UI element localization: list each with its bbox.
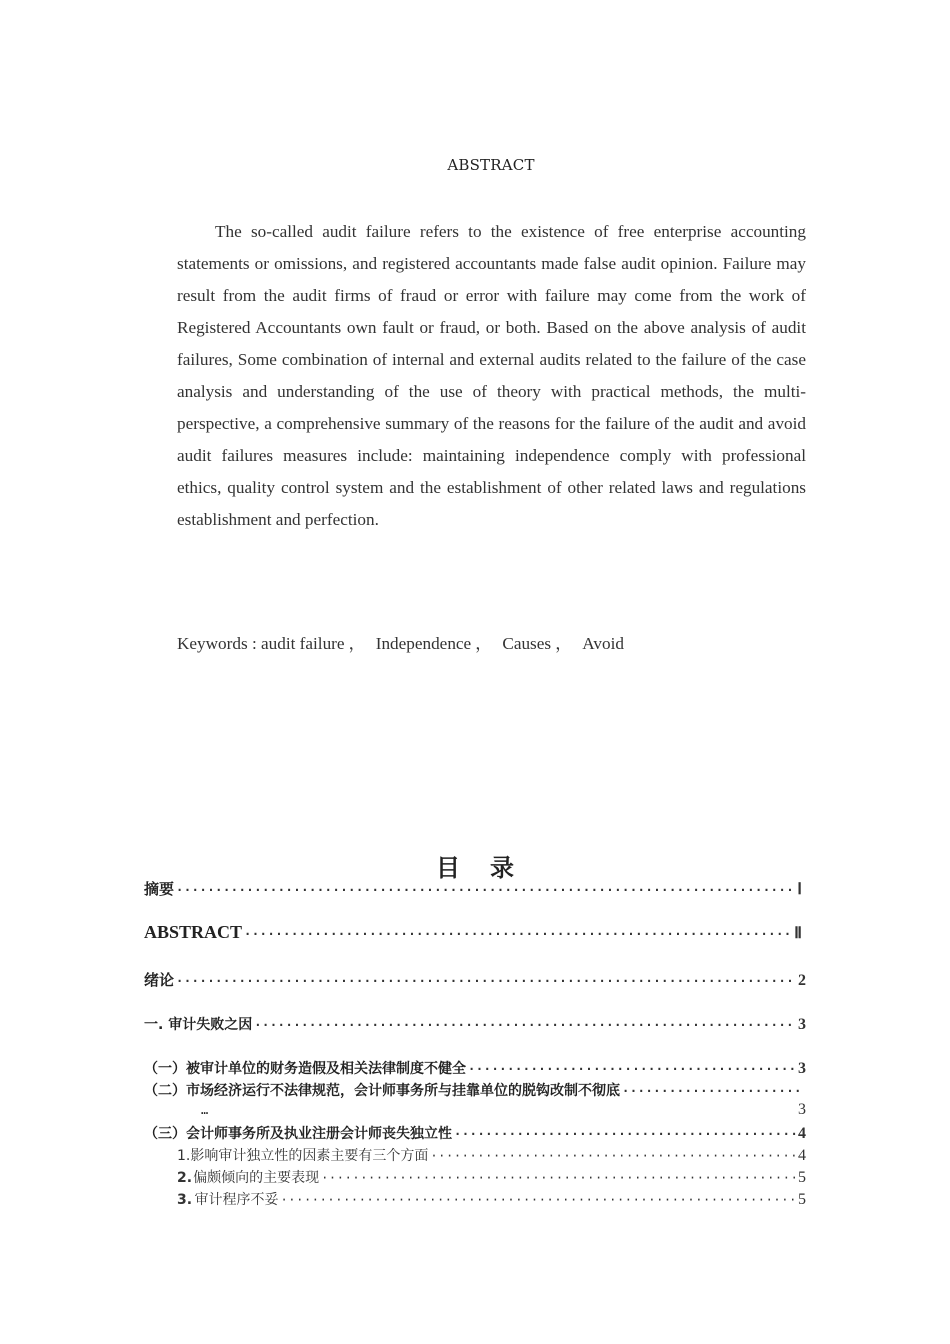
keyword-separator: ， <box>348 634 366 653</box>
toc-entry-page: 4 <box>798 1125 806 1142</box>
toc-entry-section-1[interactable] <box>144 1058 806 1078</box>
toc-leader-dots <box>622 1084 804 1098</box>
toc-entry-subsection-3[interactable] <box>177 1189 806 1209</box>
toc-entry-number: （一） <box>144 1061 186 1077</box>
toc-entry-label: 摘要 <box>144 880 175 898</box>
abstract-body <box>177 216 806 536</box>
toc-entry-abstract-en[interactable] <box>144 922 802 943</box>
toc-leader-dots <box>244 927 792 941</box>
keywords-line <box>177 630 806 658</box>
toc-entry-number: （二） <box>144 1083 186 1099</box>
toc-leader-dots: … <box>201 1103 209 1117</box>
abstract-title: ABSTRACT <box>447 156 535 174</box>
toc-entry-label: 被审计单位的财务造假及相关法律制度不健全 <box>186 1061 466 1077</box>
toc-entry-chapter-1[interactable] <box>144 1014 806 1034</box>
toc-entry-number: 2. <box>177 1170 193 1186</box>
toc-entry-number: 3. <box>177 1192 193 1208</box>
toc-entry-page: 3 <box>798 1060 806 1077</box>
toc-entry-subsection-1[interactable] <box>177 1145 806 1165</box>
toc-entry-page: 5 <box>798 1169 806 1186</box>
keyword-separator: ， <box>555 634 573 653</box>
toc-entry-label: 偏颇倾向的主要表现 <box>193 1170 320 1186</box>
toc-entry-introduction[interactable] <box>144 969 806 990</box>
toc-entry-page: 3 <box>798 1101 806 1118</box>
toc-leader-dots <box>430 1149 796 1163</box>
toc-entry-label: 会计师事务所及执业注册会计师丧失独立性 <box>186 1126 452 1142</box>
toc-entry-page: 3 <box>798 1016 806 1033</box>
abstract-paragraph: The so-called audit failure refers to the existence of free enterprise accounting statements or omissions, and registered accountants made false audit opinion. Failure may result from the audit firms of fraud or error with failure may come from the work of Registered Accountants own fault or fraud, or both. Based on the above analysis of audit failures, Some combination of internal and external audits related to the failure of the case analysis and understanding of the use of theory with practical methods, the multi-perspective, a comprehensive summary of the reasons for the failure of the audit and avoid audit failures measures include: maintaining independence comply with professional ethics, quality control system and the establishment of other related laws and regulations establishment and perfection. <box>177 222 806 529</box>
toc-leader-dots <box>176 974 796 988</box>
keyword-independence: Independence <box>375 634 472 653</box>
toc-entry-page: 5 <box>798 1191 806 1208</box>
toc-entry-label: 影响审计独立性的因素主要有三个方面 <box>190 1148 429 1164</box>
toc-entry-section-2-continuation <box>201 1101 806 1119</box>
toc-entry-page: Ⅱ <box>794 925 802 942</box>
toc-leader-dots <box>454 1127 796 1141</box>
toc-entry-page: 4 <box>798 1147 806 1164</box>
toc-leader-dots <box>176 883 795 897</box>
toc-entry-label: 绪论 <box>144 971 175 989</box>
toc-entry-subsection-2[interactable] <box>177 1167 806 1187</box>
toc-leader-dots <box>468 1062 796 1076</box>
toc-entry-number: 1. <box>177 1148 191 1164</box>
toc-entry-label: 审计程序不妥 <box>194 1192 279 1208</box>
keyword-avoid: Avoid <box>582 634 624 653</box>
toc-title: 目录 <box>436 854 544 882</box>
toc-entry-page: Ⅰ <box>797 881 802 898</box>
toc-entry-label: 一. 审计失败之因 <box>144 1017 253 1033</box>
toc-leader-dots <box>280 1193 796 1207</box>
toc-entry-section-2[interactable] <box>144 1080 806 1100</box>
toc-leader-dots <box>321 1171 796 1185</box>
keyword-causes: Causes <box>502 634 552 653</box>
toc-entry-number: （三） <box>144 1126 186 1142</box>
keyword-separator: ， <box>475 634 493 653</box>
toc-entry-page: 2 <box>798 972 806 989</box>
keywords-label: Keywords : audit failure <box>177 634 345 653</box>
toc-entry-label: 市场经济运行不法律规范，会计师事务所与挂靠单位的脱钩改制不彻底 <box>186 1083 620 1099</box>
toc-entry-section-3[interactable] <box>144 1123 806 1143</box>
toc-leader-dots <box>254 1018 796 1032</box>
toc-entry-abstract-cn[interactable] <box>144 878 802 899</box>
toc-entry-label: ABSTRACT <box>144 922 243 942</box>
